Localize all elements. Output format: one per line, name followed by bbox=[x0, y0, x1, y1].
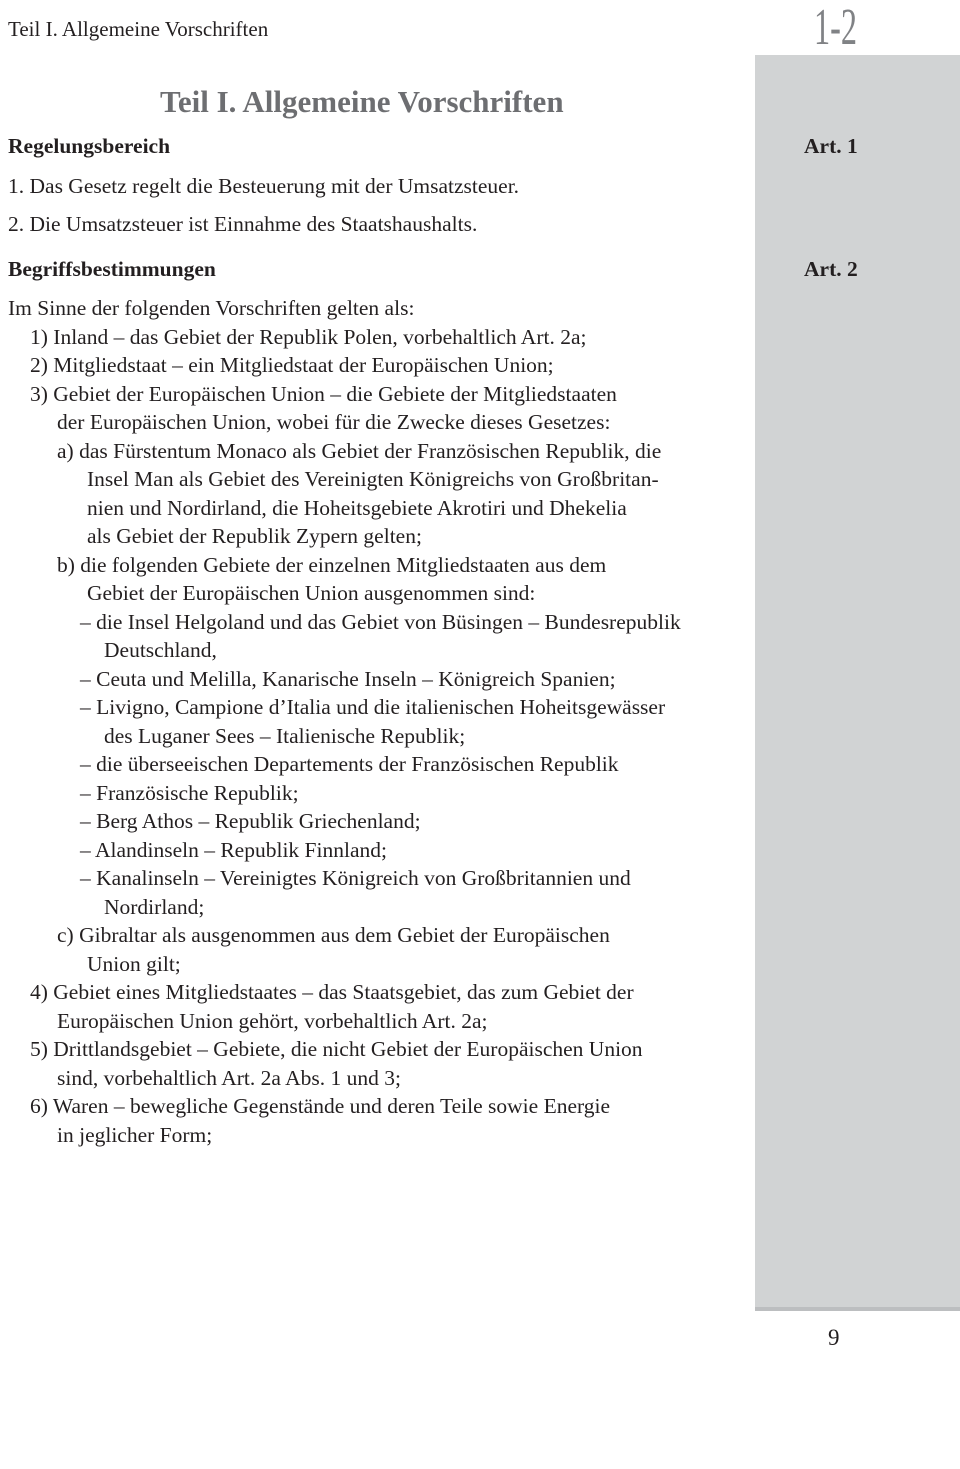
dash-item-continuation: – Französische Republik; bbox=[80, 781, 299, 805]
part-title: Teil I. Allgemeine Vorschriften bbox=[160, 84, 564, 119]
sub-list-item: b) die folgenden Gebiete der einzelnen Mitgliedstaaten aus dem bbox=[57, 553, 607, 577]
page-number: 9 bbox=[828, 1325, 840, 1350]
list-item-continuation: in jeglicher Form; bbox=[57, 1123, 213, 1147]
dash-item: – die Insel Helgoland und das Gebiet von Büsingen – Bundesrepublik bbox=[80, 610, 681, 634]
dash-item-continuation: des Luganer Sees – Italienische Republik; bbox=[104, 724, 466, 748]
list-item: 6) Waren – bewegliche Gegenstände und deren Teile sowie Energie bbox=[30, 1094, 611, 1118]
side-margin-band bbox=[755, 55, 960, 1307]
list-item: 5) Drittlandsgebiet – Gebiete, die nicht Gebiet der Europäischen Union bbox=[30, 1037, 643, 1061]
dash-item-continuation: Deutschland, bbox=[104, 638, 217, 662]
dash-item-continuation: Nordirland; bbox=[104, 895, 205, 919]
list-item: 4) Gebiet eines Mitgliedstaates – das Staatsgebiet, das zum Gebiet der bbox=[30, 980, 634, 1004]
sub-list-item-continuation: als Gebiet der Republik Zypern gelten; bbox=[87, 524, 422, 548]
sub-list-item-continuation: Insel Man als Gebiet des Vereinigten Königreichs von Großbritan- bbox=[87, 467, 659, 491]
running-head: Teil I. Allgemeine Vorschriften bbox=[8, 17, 269, 41]
text-line: Im Sinne der folgenden Vorschriften gelten als: bbox=[8, 296, 415, 320]
sub-list-item: a) das Fürstentum Monaco als Gebiet der Französischen Republik, die bbox=[57, 439, 662, 463]
list-item-continuation: der Europäischen Union, wobei für die Zwecke dieses Gesetzes: bbox=[57, 410, 611, 434]
article-number-1: Art. 1 bbox=[804, 134, 858, 158]
list-item: 3) Gebiet der Europäischen Union – die Gebiete der Mitgliedstaaten bbox=[30, 382, 617, 406]
dash-item: – Livigno, Campione d’Italia und die italienischen Hoheitsgewässer bbox=[80, 695, 666, 719]
dash-item: – Ceuta und Melilla, Kanarische Inseln – Königreich Spanien; bbox=[80, 667, 616, 691]
text-line: 2. Die Umsatzsteuer ist Einnahme des Staatshaushalts. bbox=[8, 212, 478, 236]
sub-list-item-continuation: Union gilt; bbox=[87, 952, 181, 976]
sub-list-item: c) Gibraltar als ausgenommen aus dem Gebiet der Europäischen bbox=[57, 923, 610, 947]
section-heading-definitions: Begriffsbestimmungen bbox=[8, 257, 216, 281]
sub-list-item-continuation: nien und Nordirland, die Hoheitsgebiete Akrotiri und Dhekelia bbox=[87, 496, 627, 520]
dash-item: – die überseeischen Departements der Französischen Republik bbox=[80, 752, 619, 776]
article-number-2: Art. 2 bbox=[804, 257, 858, 281]
list-item: 2) Mitgliedstaat – ein Mitgliedstaat der Europäischen Union; bbox=[30, 353, 554, 377]
dash-item: – Kanalinseln – Vereinigtes Königreich von Großbritannien und bbox=[80, 866, 631, 890]
dash-item: – Berg Athos – Republik Griechenland; bbox=[80, 809, 421, 833]
list-item-continuation: Europäischen Union gehört, vorbehaltlich Art. 2a; bbox=[57, 1009, 488, 1033]
side-margin-rule bbox=[755, 1307, 960, 1311]
list-item: 1) Inland – das Gebiet der Republik Polen, vorbehaltlich Art. 2a; bbox=[30, 325, 587, 349]
list-item-continuation: sind, vorbehaltlich Art. 2a Abs. 1 und 3; bbox=[57, 1066, 401, 1090]
chapter-range: 1-2 bbox=[814, 0, 857, 56]
section-heading-scope: Regelungsbereich bbox=[8, 134, 171, 158]
sub-list-item-continuation: Gebiet der Europäischen Union ausgenommen sind: bbox=[87, 581, 536, 605]
text-line: 1. Das Gesetz regelt die Besteuerung mit der Umsatzsteuer. bbox=[8, 174, 520, 198]
dash-item: – Alandinseln – Republik Finnland; bbox=[80, 838, 387, 862]
